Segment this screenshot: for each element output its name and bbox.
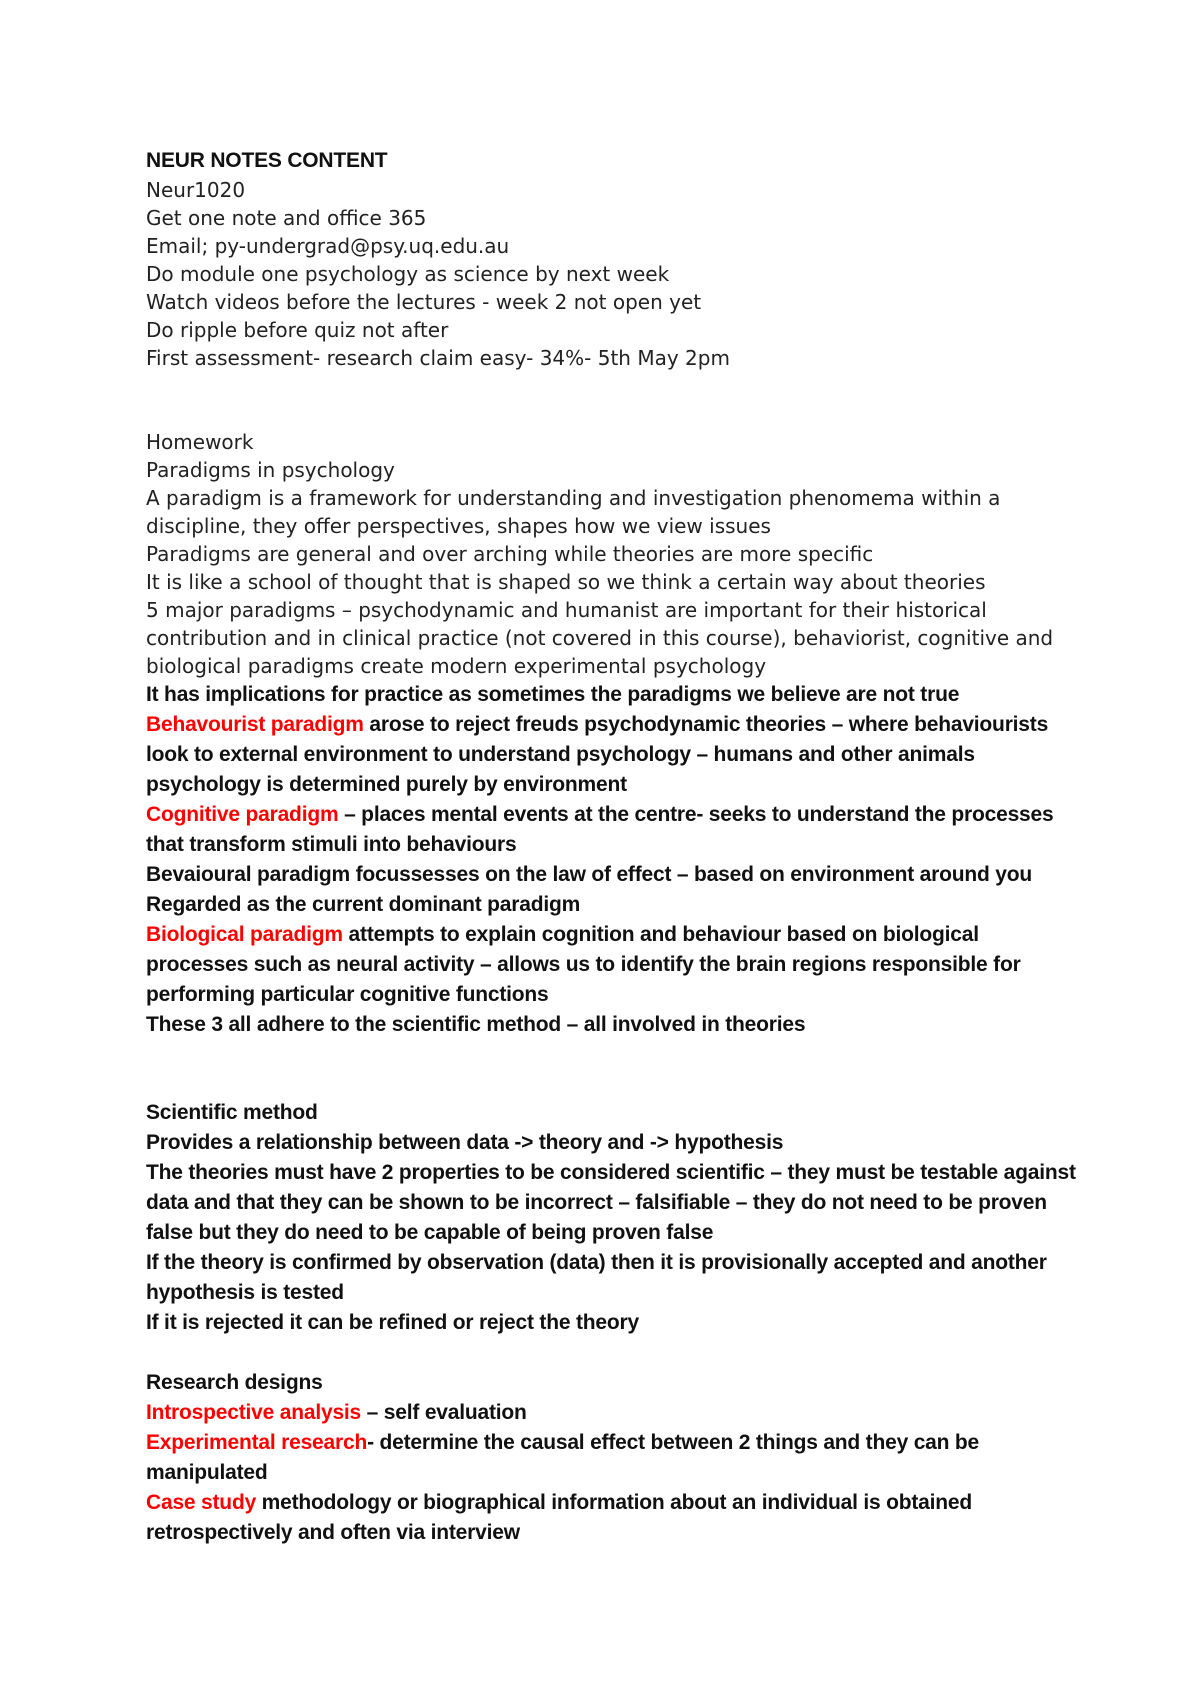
intro-line: First assessment- research claim easy- 34%- 5th May 2pm [146, 346, 730, 370]
intro-line: Neur1020 [146, 178, 246, 202]
term-description: arose to reject freuds psychodynamic theories – where behaviourists look to external environment to understand psychology – humans and other animals psychology is determined purely by environment [146, 713, 1049, 796]
paragraph: Paradigms are general and over arching while theories are more specific [146, 542, 874, 566]
highlighted-term: Cognitive paradigm [146, 803, 339, 826]
paragraph: 5 major paradigms – psychodynamic and humanist are important for their historical contribution and in clinical practice (not covered in this course), behaviorist, cognitive and biological paradigms create modern experimental psychology [146, 598, 1054, 678]
intro-line: Get one note and office 365 [146, 206, 427, 230]
highlighted-term: Case study [146, 1491, 257, 1514]
term-description: attempts to explain cognition and behaviour based on biological processes such as neural activity – allows us to identify the brain regions responsible for performing particular cognitive functions [146, 923, 1021, 1006]
paragraph: Provides a relationship between data -> theory and -> hypothesis [146, 1131, 784, 1154]
highlighted-term: Introspective analysis [146, 1401, 362, 1424]
paragraph: If it is rejected it can be refined or reject the theory [146, 1311, 639, 1334]
paragraph: It has implications for practice as sometimes the paradigms we believe are not true [146, 683, 960, 706]
experimental-paragraph [146, 1428, 1076, 1488]
intro-line: Do module one psychology as science by next week [146, 262, 670, 286]
document-title: NEUR NOTES CONTENT [146, 149, 388, 172]
intro-line: Do ripple before quiz not after [146, 318, 449, 342]
intro-line: Watch videos before the lectures - week 2 not open yet [146, 290, 702, 314]
term-description: - determine the causal effect between 2 things and they can be manipulated [146, 1431, 980, 1484]
biological-paragraph [146, 920, 1076, 1010]
behaviourist-paragraph [146, 710, 1076, 800]
introspective-paragraph [146, 1398, 1076, 1428]
homework-subheading: Paradigms in psychology [146, 458, 395, 482]
paragraph: The theories must have 2 properties to be considered scientific – they must be testable against data and that they can be shown to be incorrect – falsifiable – they do not need to be proven false but they do need to be capable of being proven false [146, 1161, 1076, 1244]
intro-line: Email; py-undergrad@psy.uq.edu.au [146, 234, 510, 258]
cognitive-paragraph [146, 800, 1076, 860]
document-page [146, 146, 1076, 1548]
highlighted-term: Biological paradigm [146, 923, 343, 946]
paragraph: These 3 all adhere to the scientific method – all involved in theories [146, 1013, 806, 1036]
paragraph: Bevaioural paradigm focussesses on the law of effect – based on environment around you [146, 863, 1033, 886]
intro-section [146, 176, 1076, 372]
paragraph: If the theory is confirmed by observation (data) then it is provisionally accepted and another hypothesis is tested [146, 1251, 1047, 1304]
spacer [146, 1338, 1076, 1368]
highlighted-term: Behavourist paradigm [146, 713, 364, 736]
scientific-method-section [146, 1098, 1076, 1338]
paragraph: Regarded as the current dominant paradigm [146, 893, 581, 916]
term-description: – self evaluation [361, 1401, 527, 1424]
paragraph: A paradigm is a framework for understanding and investigation phenomema within a discipline, they offer perspectives, shapes how we view issues [146, 486, 1001, 538]
homework-heading: Homework [146, 430, 254, 454]
paragraph: It is like a school of thought that is shaped so we think a certain way about theories [146, 570, 986, 594]
spacer [146, 1040, 1076, 1098]
case-study-paragraph [146, 1488, 1076, 1548]
section-heading: Scientific method [146, 1101, 318, 1124]
term-description: methodology or biographical information about an individual is obtained retrospectively and often via interview [146, 1491, 973, 1544]
highlighted-term: Experimental research [146, 1431, 368, 1454]
spacer [146, 372, 1076, 428]
section-heading: Research designs [146, 1371, 323, 1394]
research-designs-section [146, 1368, 1076, 1548]
term-description: – places mental events at the centre- seeks to understand the processes that transform stimuli into behaviours [146, 803, 1054, 856]
homework-section [146, 428, 1076, 1040]
